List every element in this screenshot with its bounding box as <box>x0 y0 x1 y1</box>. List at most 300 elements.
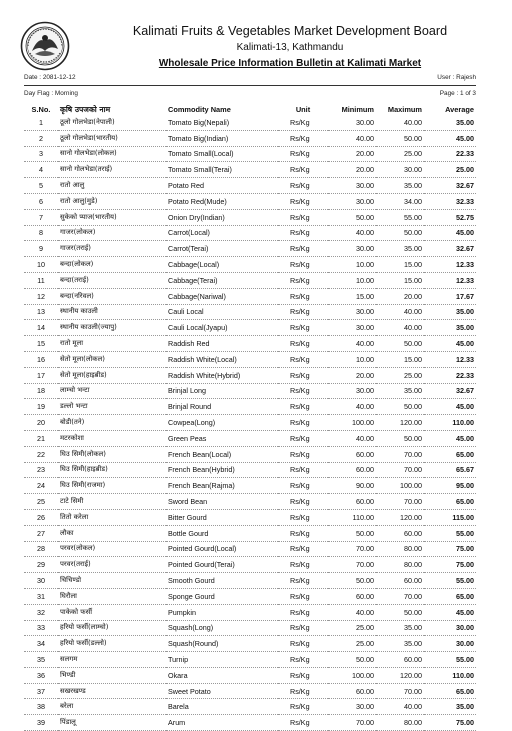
cell-nepali-name: परवर(लोकल) <box>58 541 166 557</box>
cell-maximum: 40.00 <box>376 699 424 715</box>
cell-average: 30.00 <box>424 620 476 636</box>
cell-commodity-name: Potato Red <box>166 178 278 194</box>
cell-sn: 7 <box>24 209 58 225</box>
cell-average: 45.00 <box>424 399 476 415</box>
cell-unit: Rs/Kg <box>278 699 328 715</box>
cell-unit: Rs/Kg <box>278 588 328 604</box>
table-header-row <box>24 104 476 115</box>
cell-unit: Rs/Kg <box>278 115 328 130</box>
cell-unit: Rs/Kg <box>278 241 328 257</box>
cell-unit: Rs/Kg <box>278 573 328 589</box>
cell-commodity-name: Tomato Small(Local) <box>166 146 278 162</box>
cell-sn: 20 <box>24 415 58 431</box>
cell-commodity-name: Potato Red(Mude) <box>166 193 278 209</box>
cell-commodity-name: Barela <box>166 699 278 715</box>
cell-maximum: 70.00 <box>376 683 424 699</box>
cell-commodity-name: Cauli Local <box>166 304 278 320</box>
cell-unit: Rs/Kg <box>278 399 328 415</box>
cell-commodity-name: Raddish White(Local) <box>166 351 278 367</box>
table-row <box>24 193 476 209</box>
cell-sn: 34 <box>24 636 58 652</box>
cell-average: 32.67 <box>424 383 476 399</box>
cell-average: 45.00 <box>424 130 476 146</box>
cell-average: 65.00 <box>424 588 476 604</box>
cell-sn: 14 <box>24 320 58 336</box>
cell-average: 45.00 <box>424 430 476 446</box>
table-row <box>24 115 476 130</box>
cell-sn: 11 <box>24 272 58 288</box>
cell-unit: Rs/Kg <box>278 652 328 668</box>
cell-unit: Rs/Kg <box>278 272 328 288</box>
cell-nepali-name: रातो मूला <box>58 336 166 352</box>
cell-commodity-name: Sweet Potato <box>166 683 278 699</box>
cell-maximum: 35.00 <box>376 241 424 257</box>
cell-minimum: 30.00 <box>328 178 376 194</box>
cell-maximum: 120.00 <box>376 667 424 683</box>
cell-nepali-name: घिउ सिमी(हाइब्रीड) <box>58 462 166 478</box>
col-header-commodity: Commodity Name <box>168 105 231 114</box>
cell-nepali-name: डल्लो भन्टा <box>58 399 166 415</box>
cell-minimum: 10.00 <box>328 351 376 367</box>
cell-minimum: 50.00 <box>328 525 376 541</box>
cell-unit: Rs/Kg <box>278 715 328 731</box>
cell-minimum: 40.00 <box>328 130 376 146</box>
cell-nepali-name: बन्दा(नरिवल) <box>58 288 166 304</box>
cell-sn: 1 <box>24 115 58 130</box>
cell-sn: 35 <box>24 652 58 668</box>
cell-average: 22.33 <box>424 146 476 162</box>
cell-average: 22.33 <box>424 367 476 383</box>
cell-commodity-name: Pointed Gourd(Local) <box>166 541 278 557</box>
cell-minimum: 25.00 <box>328 636 376 652</box>
cell-minimum: 10.00 <box>328 257 376 273</box>
cell-sn: 3 <box>24 146 58 162</box>
cell-nepali-name: गाजर(लोकल) <box>58 225 166 241</box>
cell-maximum: 50.00 <box>376 399 424 415</box>
cell-unit: Rs/Kg <box>278 367 328 383</box>
cell-nepali-name: बन्दा(तराई) <box>58 272 166 288</box>
cell-average: 32.67 <box>424 178 476 194</box>
cell-maximum: 80.00 <box>376 541 424 557</box>
cell-maximum: 20.00 <box>376 288 424 304</box>
cell-unit: Rs/Kg <box>278 162 328 178</box>
cell-nepali-name: पिंडालू <box>58 715 166 731</box>
cell-unit: Rs/Kg <box>278 178 328 194</box>
cell-commodity-name: Tomato Big(Indian) <box>166 130 278 146</box>
cell-nepali-name: सखरखण्ड <box>58 683 166 699</box>
cell-sn: 30 <box>24 573 58 589</box>
cell-commodity-name: Brinjal Long <box>166 383 278 399</box>
cell-average: 110.00 <box>424 667 476 683</box>
cell-commodity-name: Cabbage(Terai) <box>166 272 278 288</box>
cell-minimum: 15.00 <box>328 288 376 304</box>
cell-minimum: 60.00 <box>328 462 376 478</box>
table-row <box>24 272 476 288</box>
cell-minimum: 10.00 <box>328 272 376 288</box>
table-row <box>24 288 476 304</box>
cell-unit: Rs/Kg <box>278 509 328 525</box>
cell-commodity-name: Cauli Local(Jyapu) <box>166 320 278 336</box>
table-row <box>24 383 476 399</box>
cell-maximum: 25.00 <box>376 146 424 162</box>
cell-maximum: 120.00 <box>376 509 424 525</box>
table-row <box>24 652 476 668</box>
cell-sn: 22 <box>24 446 58 462</box>
cell-average: 35.00 <box>424 115 476 130</box>
cell-nepali-name: बरेला <box>58 699 166 715</box>
cell-average: 115.00 <box>424 509 476 525</box>
cell-nepali-name: भिण्डी <box>58 667 166 683</box>
table-row <box>24 209 476 225</box>
table-row <box>24 241 476 257</box>
cell-maximum: 70.00 <box>376 588 424 604</box>
cell-minimum: 20.00 <box>328 367 376 383</box>
cell-maximum: 120.00 <box>376 415 424 431</box>
cell-average: 35.00 <box>424 699 476 715</box>
cell-unit: Rs/Kg <box>278 336 328 352</box>
cell-minimum: 30.00 <box>328 699 376 715</box>
cell-average: 95.00 <box>424 478 476 494</box>
table-row <box>24 525 476 541</box>
table-row <box>24 399 476 415</box>
cell-commodity-name: Brinjal Round <box>166 399 278 415</box>
cell-commodity-name: Raddish White(Hybrid) <box>166 367 278 383</box>
cell-commodity-name: Cabbage(Local) <box>166 257 278 273</box>
cell-maximum: 60.00 <box>376 525 424 541</box>
cell-average: 12.33 <box>424 351 476 367</box>
cell-commodity-name: Sword Bean <box>166 494 278 510</box>
cell-commodity-name: Okara <box>166 667 278 683</box>
table-row <box>24 557 476 573</box>
cell-commodity-name: Green Peas <box>166 430 278 446</box>
cell-commodity-name: Carrot(Terai) <box>166 241 278 257</box>
cell-sn: 5 <box>24 178 58 194</box>
cell-sn: 29 <box>24 557 58 573</box>
cell-sn: 15 <box>24 336 58 352</box>
table-row <box>24 304 476 320</box>
board-title: Kalimati Fruits & Vegetables Market Development Board <box>132 24 448 38</box>
cell-average: 35.00 <box>424 304 476 320</box>
cell-maximum: 50.00 <box>376 336 424 352</box>
cell-average: 75.00 <box>424 541 476 557</box>
cell-minimum: 40.00 <box>328 336 376 352</box>
cell-nepali-name: हरियो फर्सी(डल्लो) <box>58 636 166 652</box>
cell-average: 32.67 <box>424 241 476 257</box>
cell-maximum: 35.00 <box>376 178 424 194</box>
cell-unit: Rs/Kg <box>278 478 328 494</box>
cell-unit: Rs/Kg <box>278 462 328 478</box>
cell-commodity-name: French Bean(Hybrid) <box>166 462 278 478</box>
cell-minimum: 70.00 <box>328 557 376 573</box>
cell-sn: 25 <box>24 494 58 510</box>
cell-average: 52.75 <box>424 209 476 225</box>
cell-unit: Rs/Kg <box>278 667 328 683</box>
cell-average: 45.00 <box>424 604 476 620</box>
cell-average: 25.00 <box>424 162 476 178</box>
cell-sn: 13 <box>24 304 58 320</box>
cell-unit: Rs/Kg <box>278 636 328 652</box>
cell-average: 45.00 <box>424 336 476 352</box>
cell-minimum: 60.00 <box>328 494 376 510</box>
cell-average: 35.00 <box>424 320 476 336</box>
cell-maximum: 50.00 <box>376 225 424 241</box>
cell-commodity-name: Sponge Gourd <box>166 588 278 604</box>
cell-maximum: 50.00 <box>376 130 424 146</box>
cell-commodity-name: Cowpea(Long) <box>166 415 278 431</box>
cell-nepali-name: घिरौला <box>58 588 166 604</box>
cell-average: 12.33 <box>424 272 476 288</box>
cell-unit: Rs/Kg <box>278 557 328 573</box>
col-header-average: Average <box>445 105 474 114</box>
cell-minimum: 100.00 <box>328 415 376 431</box>
cell-sn: 17 <box>24 367 58 383</box>
cell-sn: 39 <box>24 715 58 731</box>
cell-minimum: 70.00 <box>328 715 376 731</box>
table-row <box>24 462 476 478</box>
cell-maximum: 60.00 <box>376 652 424 668</box>
cell-commodity-name: Onion Dry(Indian) <box>166 209 278 225</box>
cell-nepali-name: स्थानीय काउली(ज्यापु) <box>58 320 166 336</box>
table-row <box>24 446 476 462</box>
table-row <box>24 162 476 178</box>
cell-maximum: 50.00 <box>376 604 424 620</box>
cell-nepali-name: टाटे सिमी <box>58 494 166 510</box>
table-row <box>24 588 476 604</box>
cell-minimum: 30.00 <box>328 193 376 209</box>
cell-unit: Rs/Kg <box>278 683 328 699</box>
cell-average: 75.00 <box>424 557 476 573</box>
cell-average: 65.00 <box>424 494 476 510</box>
col-header-unit: Unit <box>295 105 311 114</box>
cell-sn: 33 <box>24 620 58 636</box>
table-row <box>24 573 476 589</box>
cell-minimum: 110.00 <box>328 509 376 525</box>
cell-commodity-name: Raddish Red <box>166 336 278 352</box>
cell-unit: Rs/Kg <box>278 146 328 162</box>
cell-minimum: 50.00 <box>328 652 376 668</box>
cell-unit: Rs/Kg <box>278 193 328 209</box>
cell-sn: 4 <box>24 162 58 178</box>
cell-sn: 19 <box>24 399 58 415</box>
cell-minimum: 100.00 <box>328 667 376 683</box>
day-flag: Day Flag : Morning <box>24 90 78 97</box>
table-row <box>24 715 476 731</box>
cell-average: 75.00 <box>424 715 476 731</box>
table-row <box>24 415 476 431</box>
cell-average: 30.00 <box>424 636 476 652</box>
table-row <box>24 604 476 620</box>
cell-unit: Rs/Kg <box>278 383 328 399</box>
cell-unit: Rs/Kg <box>278 604 328 620</box>
cell-nepali-name: लौका <box>58 525 166 541</box>
table-row <box>24 351 476 367</box>
table-row <box>24 146 476 162</box>
cell-sn: 32 <box>24 604 58 620</box>
cell-nepali-name: गाजर(तराई) <box>58 241 166 257</box>
cell-maximum: 40.00 <box>376 115 424 130</box>
cell-unit: Rs/Kg <box>278 351 328 367</box>
cell-nepali-name: सलगम <box>58 652 166 668</box>
cell-minimum: 30.00 <box>328 115 376 130</box>
cell-maximum: 80.00 <box>376 715 424 731</box>
cell-nepali-name: घिउ सिमी(लोकल) <box>58 446 166 462</box>
table-row <box>24 225 476 241</box>
table-row <box>24 636 476 652</box>
cell-minimum: 70.00 <box>328 541 376 557</box>
cell-maximum: 35.00 <box>376 636 424 652</box>
cell-minimum: 50.00 <box>328 209 376 225</box>
cell-commodity-name: Carrot(Local) <box>166 225 278 241</box>
cell-commodity-name: Squash(Round) <box>166 636 278 652</box>
cell-maximum: 40.00 <box>376 304 424 320</box>
price-table <box>24 104 476 731</box>
cell-unit: Rs/Kg <box>278 446 328 462</box>
cell-commodity-name: French Bean(Local) <box>166 446 278 462</box>
table-body <box>24 115 476 731</box>
cell-commodity-name: Bitter Gourd <box>166 509 278 525</box>
cell-minimum: 30.00 <box>328 241 376 257</box>
table-row <box>24 478 476 494</box>
report-user: User : Rajesh <box>437 74 476 81</box>
cell-minimum: 25.00 <box>328 620 376 636</box>
cell-minimum: 40.00 <box>328 604 376 620</box>
cell-unit: Rs/Kg <box>278 304 328 320</box>
cell-average: 55.00 <box>424 525 476 541</box>
cell-nepali-name: स्थानीय काउली <box>58 304 166 320</box>
cell-sn: 37 <box>24 683 58 699</box>
kalimati-logo-seal <box>20 21 70 71</box>
cell-commodity-name: Bottle Gourd <box>166 525 278 541</box>
cell-unit: Rs/Kg <box>278 209 328 225</box>
col-header-sn: S.No. <box>31 105 51 114</box>
col-header-minimum: Minimum <box>341 105 374 114</box>
cell-sn: 18 <box>24 383 58 399</box>
cell-nepali-name: परवर(तराई) <box>58 557 166 573</box>
cell-sn: 27 <box>24 525 58 541</box>
cell-unit: Rs/Kg <box>278 320 328 336</box>
cell-maximum: 55.00 <box>376 209 424 225</box>
cell-nepali-name: बोडी(तने) <box>58 415 166 431</box>
cell-unit: Rs/Kg <box>278 430 328 446</box>
table-row <box>24 509 476 525</box>
cell-minimum: 40.00 <box>328 225 376 241</box>
cell-nepali-name: रातो आलु(मुडे) <box>58 193 166 209</box>
cell-minimum: 90.00 <box>328 478 376 494</box>
cell-average: 65.67 <box>424 462 476 478</box>
cell-nepali-name: हरियो फर्सी(लाम्चो) <box>58 620 166 636</box>
cell-nepali-name: सानो गोलभेडा(तराई) <box>58 162 166 178</box>
page-indicator: Page : 1 of 3 <box>439 90 476 97</box>
cell-maximum: 15.00 <box>376 272 424 288</box>
cell-sn: 2 <box>24 130 58 146</box>
cell-sn: 10 <box>24 257 58 273</box>
cell-maximum: 50.00 <box>376 430 424 446</box>
cell-maximum: 25.00 <box>376 367 424 383</box>
cell-maximum: 35.00 <box>376 620 424 636</box>
cell-average: 45.00 <box>424 225 476 241</box>
table-row <box>24 699 476 715</box>
cell-maximum: 15.00 <box>376 257 424 273</box>
table-row <box>24 367 476 383</box>
cell-minimum: 60.00 <box>328 683 376 699</box>
cell-unit: Rs/Kg <box>278 525 328 541</box>
cell-average: 55.00 <box>424 573 476 589</box>
cell-maximum: 35.00 <box>376 383 424 399</box>
table-row <box>24 541 476 557</box>
cell-maximum: 34.00 <box>376 193 424 209</box>
cell-sn: 28 <box>24 541 58 557</box>
cell-average: 32.33 <box>424 193 476 209</box>
cell-average: 55.00 <box>424 652 476 668</box>
cell-minimum: 60.00 <box>328 446 376 462</box>
cell-minimum: 30.00 <box>328 320 376 336</box>
cell-commodity-name: Arum <box>166 715 278 731</box>
cell-nepali-name: घिउ सिमी(राजमा) <box>58 478 166 494</box>
cell-minimum: 40.00 <box>328 399 376 415</box>
cell-sn: 6 <box>24 193 58 209</box>
cell-commodity-name: Tomato Small(Terai) <box>166 162 278 178</box>
cell-unit: Rs/Kg <box>278 257 328 273</box>
cell-average: 12.33 <box>424 257 476 273</box>
cell-minimum: 30.00 <box>328 304 376 320</box>
cell-sn: 23 <box>24 462 58 478</box>
cell-nepali-name: ठूलो गोलभेडा(भारतीय) <box>58 130 166 146</box>
cell-nepali-name: मटरकोशा <box>58 430 166 446</box>
board-address: Kalimati-13, Kathmandu <box>236 42 344 53</box>
table-row <box>24 667 476 683</box>
cell-maximum: 100.00 <box>376 478 424 494</box>
cell-maximum: 60.00 <box>376 573 424 589</box>
cell-commodity-name: Pointed Gourd(Terai) <box>166 557 278 573</box>
cell-sn: 8 <box>24 225 58 241</box>
cell-nepali-name: तितो करेला <box>58 509 166 525</box>
meta-divider <box>24 85 476 86</box>
cell-nepali-name: रातो आलु <box>58 178 166 194</box>
cell-minimum: 20.00 <box>328 146 376 162</box>
col-header-maximum: Maximum <box>387 105 422 114</box>
cell-minimum: 50.00 <box>328 573 376 589</box>
table-row <box>24 336 476 352</box>
cell-maximum: 70.00 <box>376 446 424 462</box>
table-row <box>24 620 476 636</box>
cell-sn: 31 <box>24 588 58 604</box>
cell-average: 65.00 <box>424 683 476 699</box>
cell-unit: Rs/Kg <box>278 541 328 557</box>
cell-nepali-name: सेतो मूला(लोकल) <box>58 351 166 367</box>
cell-maximum: 80.00 <box>376 557 424 573</box>
cell-nepali-name: सुकेको प्याज(भारतीय) <box>58 209 166 225</box>
table-row <box>24 430 476 446</box>
cell-sn: 9 <box>24 241 58 257</box>
cell-sn: 24 <box>24 478 58 494</box>
table-row <box>24 683 476 699</box>
cell-maximum: 70.00 <box>376 462 424 478</box>
cell-maximum: 40.00 <box>376 320 424 336</box>
cell-nepali-name: चिचिण्डो <box>58 573 166 589</box>
cell-sn: 26 <box>24 509 58 525</box>
cell-nepali-name: सेतो मूला(हाइब्रीड) <box>58 367 166 383</box>
cell-commodity-name: Tomato Big(Nepali) <box>166 115 278 130</box>
cell-average: 110.00 <box>424 415 476 431</box>
cell-maximum: 30.00 <box>376 162 424 178</box>
cell-minimum: 20.00 <box>328 162 376 178</box>
cell-unit: Rs/Kg <box>278 288 328 304</box>
table-row <box>24 178 476 194</box>
cell-unit: Rs/Kg <box>278 494 328 510</box>
cell-commodity-name: Smooth Gourd <box>166 573 278 589</box>
cell-maximum: 15.00 <box>376 351 424 367</box>
cell-commodity-name: Cabbage(Nariwal) <box>166 288 278 304</box>
